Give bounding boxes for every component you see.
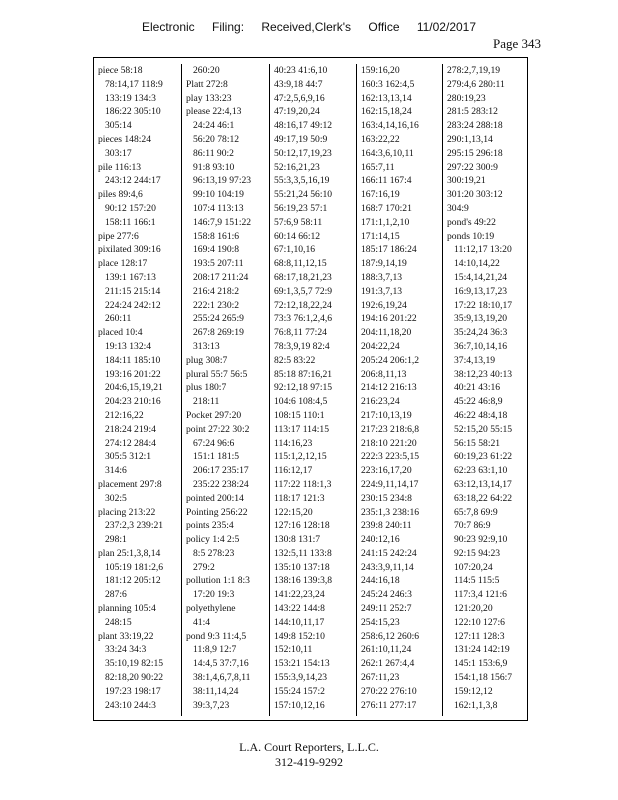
- index-entry: 141:22,23,24: [274, 589, 325, 601]
- index-entry: 132:5,11 133:8: [274, 547, 332, 559]
- index-entry: 122:10 127:6: [454, 616, 505, 628]
- index-entry: 303:17: [105, 147, 132, 159]
- index-entry: 33:24 34:3: [105, 644, 147, 656]
- index-entry: 15:4,14,21,24: [454, 271, 508, 283]
- index-entry: 144:10,11,17: [274, 616, 325, 628]
- index-entry: 60:19,23 61:22: [454, 451, 513, 463]
- index-entry: 244:16,18: [361, 575, 400, 587]
- index-entry: 118:17 121:3: [274, 492, 325, 504]
- index-entry: 169:4 190:8: [193, 244, 240, 256]
- index-entry: 135:10 137:18: [274, 561, 330, 573]
- index-entry: 267:11,23: [361, 672, 400, 684]
- index-entry: 214:12 216:13: [361, 382, 417, 394]
- index-entry: pond's 49:22: [447, 216, 496, 228]
- header-label: Electronic: [141, 20, 195, 34]
- index-entry: 62:23 63:1,10: [454, 465, 508, 477]
- footer-company: L.A. Court Reporters, L.L.C.: [239, 740, 379, 754]
- index-entry: 270:22 276:10: [361, 685, 417, 697]
- index-entry: 281:5 283:12: [447, 106, 498, 118]
- index-column-4: [357, 64, 444, 716]
- index-entry: 243:10 244:3: [105, 699, 156, 711]
- index-entry: 166:11 167:4: [361, 175, 412, 187]
- index-entry: 191:3,7,13: [361, 285, 403, 297]
- index-entry: 230:15 234:8: [361, 492, 412, 504]
- index-entry: 155:3,9,14,23: [274, 672, 328, 684]
- index-entry: 154:1,18 156:7: [454, 672, 513, 684]
- index-entry: 217:10,13,19: [361, 409, 412, 421]
- index-entry: planning 105:4: [98, 603, 156, 615]
- index-entry: 68:17,18,21,23: [274, 271, 332, 283]
- index-entry: 243:12 244:17: [105, 175, 161, 187]
- index-entry: 76:8,11 77:24: [274, 327, 327, 339]
- index-entry: 14:4,5 37:7,16: [193, 658, 249, 670]
- index-entry: 304:9: [447, 202, 469, 214]
- index-entry: 204:6,15,19,21: [105, 382, 163, 394]
- index-entry: 52:16,21,23: [274, 161, 320, 173]
- index-entry: 192:6,19,24: [361, 299, 407, 311]
- index-entry: 99:10 104:19: [193, 189, 244, 201]
- index-entry: 67:24 96:6: [193, 437, 235, 449]
- index-entry: 206:8,11,13: [361, 368, 407, 380]
- index-entry: 90:12 157:20: [105, 202, 156, 214]
- index-entry: Pointing 256:22: [186, 506, 248, 518]
- index-entry: 204:23 210:16: [105, 396, 161, 408]
- index-entry: 14:10,14,22: [454, 258, 500, 270]
- index-entry: 52:15,20 55:15: [454, 423, 513, 435]
- index-entry: 262:1 267:4,4: [361, 658, 415, 670]
- index-entry: 211:15 215:14: [105, 285, 161, 297]
- index-entry: point 27:22 30:2: [186, 423, 250, 435]
- index-entry: 78:14,17 118:9: [105, 78, 163, 90]
- index-entry: Platt 272:8: [186, 78, 228, 90]
- index-entry: policy 1:4 2:5: [186, 534, 240, 546]
- index-entry: 50:12,17,19,23: [274, 147, 332, 159]
- index-entry: 171:14,15: [361, 230, 400, 242]
- index-entry: 155:24 157:2: [274, 685, 325, 697]
- index-entry: placed 10:4: [98, 327, 143, 339]
- index-entry: 8:5 278:23: [193, 547, 235, 559]
- index-entry: 160:3 162:4,5: [361, 78, 415, 90]
- index-entry: 131:24 142:19: [454, 644, 510, 656]
- header-date: 11/02/2017: [416, 20, 477, 34]
- index-entry: 197:23 198:17: [105, 685, 161, 697]
- index-entry: 212:16,22: [105, 409, 144, 421]
- index-entry: 60:14 66:12: [274, 230, 321, 242]
- index-entry: 152:10,11: [274, 644, 313, 656]
- index-entry: 249:11 252:7: [361, 603, 412, 615]
- index-entry: 114:5 115:5: [454, 575, 500, 587]
- index-entry: 171:1,1,2,10: [361, 216, 410, 228]
- index-entry: plus 180:7: [186, 382, 227, 394]
- index-entry: plan 25:1,3,8,14: [98, 547, 161, 559]
- index-entry: 167:16,19: [361, 189, 400, 201]
- header-filing: Filing:: [212, 20, 245, 34]
- index-entry: 41:4: [193, 616, 211, 628]
- index-entry: plural 55:7 56:5: [186, 368, 248, 380]
- index-entry: 96:13,19 97:23: [193, 175, 252, 187]
- index-entry: 245:24 246:3: [361, 589, 412, 601]
- index-entry: ponds 10:19: [447, 230, 495, 242]
- index-entry: 314:6: [105, 465, 127, 477]
- index-entry: 168:7 170:21: [361, 202, 412, 214]
- index-entry: 163:4,14,16,16: [361, 120, 419, 132]
- index-column-1: [94, 64, 181, 716]
- index-entry: 162:1,1,3,8: [454, 699, 498, 711]
- index-entry: 300:19,21: [447, 175, 486, 187]
- index-entry: 313:13: [193, 340, 220, 352]
- index-entry: 11:12,17 13:20: [454, 244, 512, 256]
- index-entry: 240:12,16: [361, 534, 400, 546]
- index-entry: 63:18,22 64:22: [454, 492, 513, 504]
- index-entry: 69:1,3,5,7 72:9: [274, 285, 333, 297]
- index-entry: 107:4 113:13: [193, 202, 244, 214]
- index-entry: 181:12 205:12: [105, 575, 161, 587]
- index-entry: 216:23,24: [361, 396, 400, 408]
- index-table: [93, 57, 528, 721]
- index-entry: 145:1 153:6,9: [454, 658, 508, 670]
- index-entry: 105:19 181:2,6: [105, 561, 164, 573]
- index-entry: 130:8 131:7: [274, 534, 321, 546]
- index-entry: 40:21 43:16: [454, 382, 501, 394]
- index-entry: 107:20,24: [454, 561, 493, 573]
- index-entry: 36:7,10,14,16: [454, 340, 508, 352]
- index-entry: plant 33:19,22: [98, 630, 154, 642]
- index-entry: 35:24,24 36:3: [454, 327, 508, 339]
- index-entry: 301:20 303:12: [447, 189, 503, 201]
- index-entry: 46:22 48:4,18: [454, 409, 508, 421]
- index-entry: pieces 148:24: [98, 133, 152, 145]
- index-entry: 121:20,20: [454, 603, 493, 615]
- index-entry: 185:17 186:24: [361, 244, 417, 256]
- index-entry: placing 213:22: [98, 506, 156, 518]
- index-entry: 222:3 223:5,15: [361, 451, 420, 463]
- index-entry: 38:12,23 40:13: [454, 368, 513, 380]
- index-entry: 218:11: [193, 396, 220, 408]
- index-entry: 47:19,20,24: [274, 106, 320, 118]
- index-entry: 16:9,13,17,23: [454, 285, 508, 297]
- index-entry: 37:4,13,19: [454, 354, 496, 366]
- index-entry: 159:16,20: [361, 65, 400, 76]
- index-entry: 113:17 114:15: [274, 423, 329, 435]
- index-entry: placement 297:8: [98, 478, 162, 490]
- index-entry: piece 58:18: [98, 65, 143, 76]
- index-entry: 146:7,9 151:22: [193, 216, 252, 228]
- index-entry: pipe 277:6: [98, 230, 139, 242]
- index-entry: pile 116:13: [98, 161, 142, 173]
- index-entry: 92:15 94:23: [454, 547, 501, 559]
- index-entry: 163:22,22: [361, 133, 400, 145]
- index-entry: 149:8 152:10: [274, 630, 325, 642]
- index-entry: 56:19,23 57:1: [274, 202, 328, 214]
- index-entry: 280:19,23: [447, 92, 486, 104]
- index-entry: 70:7 86:9: [454, 520, 491, 532]
- index-entry: plug 308:7: [186, 354, 228, 366]
- index-entry: 165:7,11: [361, 161, 395, 173]
- index-entry: 254:15,23: [361, 616, 400, 628]
- index-entry: 164:3,6,10,11: [361, 147, 414, 159]
- index-entry: 159:12,12: [454, 685, 493, 697]
- index-entry: pointed 200:14: [186, 492, 244, 504]
- index-entry: 67:1,10,16: [274, 244, 316, 256]
- index-entry: 82:5 83:22: [274, 354, 316, 366]
- index-entry: 153:21 154:13: [274, 658, 330, 670]
- index-entry: 241:15 242:24: [361, 547, 417, 559]
- index-entry: place 128:17: [98, 258, 148, 270]
- index-entry: 204:11,18,20: [361, 327, 412, 339]
- index-entry: 267:8 269:19: [193, 327, 244, 339]
- filing-header: [0, 20, 618, 34]
- index-entry: 48:16,17 49:12: [274, 120, 333, 132]
- index-entry: play 133:23: [186, 92, 232, 104]
- index-entry: 82:18,20 90:22: [105, 672, 164, 684]
- index-entry: 90:23 92:9,10: [454, 534, 508, 546]
- index-entry: 85:18 87:16,21: [274, 368, 333, 380]
- index-entry: 114:16,23: [274, 437, 313, 449]
- index-entry: 274:12 284:4: [105, 437, 156, 449]
- index-entry: 57:6,9 58:11: [274, 216, 323, 228]
- index-entry: 40:23 41:6,10: [274, 65, 328, 76]
- index-entry: 56:15 58:21: [454, 437, 501, 449]
- index-entry: 222:1 230:2: [193, 299, 240, 311]
- index-entry: 122:15,20: [274, 506, 313, 518]
- index-entry: 55:3,3,5,16,19: [274, 175, 330, 187]
- index-column-2: [182, 64, 269, 716]
- index-entry: 276:11 277:17: [361, 699, 417, 711]
- index-entry: 206:17 235:17: [193, 465, 249, 477]
- index-entry: Pocket 297:20: [186, 409, 242, 421]
- index-entry: 17:20 19:3: [193, 589, 235, 601]
- index-entry: 127:11 128:3: [454, 630, 505, 642]
- index-entry: 193:16 201:22: [105, 368, 161, 380]
- index-entry: 208:17 211:24: [193, 271, 249, 283]
- index-entry: pixilated 309:16: [98, 244, 161, 256]
- index-entry: 194:16 201:22: [361, 313, 417, 325]
- index-entry: 295:15 296:18: [447, 147, 503, 159]
- index-entry: 133:19 134:3: [105, 92, 156, 104]
- index-entry: 279:2: [193, 561, 215, 573]
- index-entry: 287:6: [105, 589, 127, 601]
- index-entry: 162:15,18,24: [361, 106, 412, 118]
- index-entry: 24:24 46:1: [193, 120, 235, 132]
- index-entry: 35:9,13,19,20: [454, 313, 508, 325]
- index-entry: 139:1 167:13: [105, 271, 156, 283]
- index-entry: 218:10 221:20: [361, 437, 417, 449]
- header-received: Received,Clerk's: [261, 20, 352, 34]
- index-entry: 223:16,17,20: [361, 465, 412, 477]
- index-entry: 55:21,24 56:10: [274, 189, 333, 201]
- index-entry: 258:6,12 260:6: [361, 630, 420, 642]
- index-entry: piles 89:4,6: [98, 189, 143, 201]
- index-entry: 35:10,19 82:15: [105, 658, 164, 670]
- index-entry: 11:8,9 12:7: [193, 644, 237, 656]
- index-entry: 117:3,4 121:6: [454, 589, 507, 601]
- index-entry: 91:8 93:10: [193, 161, 235, 173]
- index-entry: 298:1: [105, 534, 127, 546]
- index-entry: 188:3,7,13: [361, 271, 403, 283]
- index-entry: 239:8 240:11: [361, 520, 412, 532]
- index-entry: 186:22 305:10: [105, 106, 161, 118]
- index-column-3: [270, 64, 357, 716]
- index-entry: 17:22 18:10,17: [454, 299, 513, 311]
- index-entry: 260:11: [105, 313, 132, 325]
- index-entry: 73:3 76:1,2,4,6: [274, 313, 333, 325]
- index-entry: 243:3,9,11,14: [361, 561, 414, 573]
- index-entry: pollution 1:1 8:3: [186, 575, 250, 587]
- index-entry: 158:8 161:6: [193, 230, 240, 242]
- index-entry: polyethylene: [186, 603, 236, 615]
- page-footer: [0, 740, 618, 770]
- index-entry: 86:11 90:2: [193, 147, 234, 159]
- index-entry: 45:22 46:8,9: [454, 396, 503, 408]
- index-entry: 78:3,9,19 82:4: [274, 340, 330, 352]
- index-entry: 143:22 144:8: [274, 603, 325, 615]
- index-entry: 235:22 238:24: [193, 478, 249, 490]
- index-entry: 237:2,3 239:21: [105, 520, 164, 532]
- index-entry: 47:2,5,6,9,16: [274, 92, 325, 104]
- index-entry: 218:24 219:4: [105, 423, 156, 435]
- index-entry: 217:23 218:6,8: [361, 423, 420, 435]
- index-entry: 63:12,13,14,17: [454, 478, 512, 490]
- index-entry: points 235:4: [186, 520, 234, 532]
- index-entry: 290:1,13,14: [447, 133, 493, 145]
- footer-phone: 312-419-9292: [275, 755, 343, 769]
- page-number: Page 343: [493, 36, 542, 51]
- index-entry: 305:14: [105, 120, 132, 132]
- index-entry: 204:22,24: [361, 340, 400, 352]
- index-entry: 49:17,19 50:9: [274, 133, 328, 145]
- index-entry: 297:22 300:9: [447, 161, 498, 173]
- index-entry: 65:7,8 69:9: [454, 506, 498, 518]
- index-entry: 158:11 166:1: [105, 216, 156, 228]
- index-entry: 235:1,3 238:16: [361, 506, 420, 518]
- index-entry: 39:3,7,23: [193, 699, 230, 711]
- index-entry: 302:5: [105, 492, 127, 504]
- index-entry: 283:24 288:18: [447, 120, 503, 132]
- index-entry: 224:24 242:12: [105, 299, 161, 311]
- index-entry: 279:4,6 280:11: [447, 78, 505, 90]
- index-entry: 248:15: [105, 616, 132, 628]
- index-entry: 193:5 207:11: [193, 258, 244, 270]
- index-entry: 56:20 78:12: [193, 133, 240, 145]
- index-entry: 224:9,11,14,17: [361, 478, 419, 490]
- index-entry: 19:13 132:4: [105, 340, 152, 352]
- index-entry: 117:22 118:1,3: [274, 478, 332, 490]
- index-entry: 162:13,13,14: [361, 92, 412, 104]
- index-entry: 305:5 312:1: [105, 451, 152, 463]
- header-office: Office: [368, 20, 400, 34]
- index-entry: 68:8,11,12,15: [274, 258, 327, 270]
- index-entry: 260:20: [193, 65, 220, 76]
- index-entry: 72:12,18,22,24: [274, 299, 332, 311]
- index-entry: 255:24 265:9: [193, 313, 244, 325]
- index-entry: 216:4 218:2: [193, 285, 240, 297]
- index-entry: 261:10,11,24: [361, 644, 412, 656]
- index-entry: pond 9:3 11:4,5: [186, 630, 247, 642]
- index-entry: 278:2,7,19,19: [447, 65, 501, 76]
- index-entry: 92:12,18 97:15: [274, 382, 333, 394]
- index-entry: 38:1,4,6,7,8,11: [193, 672, 251, 684]
- index-entry: 157:10,12,16: [274, 699, 325, 711]
- index-entry: 205:24 206:1,2: [361, 354, 420, 366]
- index-entry: 43:9,18 44:7: [274, 78, 323, 90]
- index-entry: 184:11 185:10: [105, 354, 161, 366]
- index-entry: please 22:4,13: [186, 106, 242, 118]
- index-entry: 115:1,2,12,15: [274, 451, 327, 463]
- index-entry: 104:6 108:4,5: [274, 396, 328, 408]
- index-entry: 127:16 128:18: [274, 520, 330, 532]
- index-entry: 108:15 110:1: [274, 409, 325, 421]
- index-entry: 116:12,17: [274, 465, 313, 477]
- index-entry: 187:9,14,19: [361, 258, 407, 270]
- index-column-5: [443, 64, 530, 716]
- index-entry: 151:1 181:5: [193, 451, 240, 463]
- index-entry: 138:16 139:3,8: [274, 575, 333, 587]
- index-entry: 38:11,14,24: [193, 685, 239, 697]
